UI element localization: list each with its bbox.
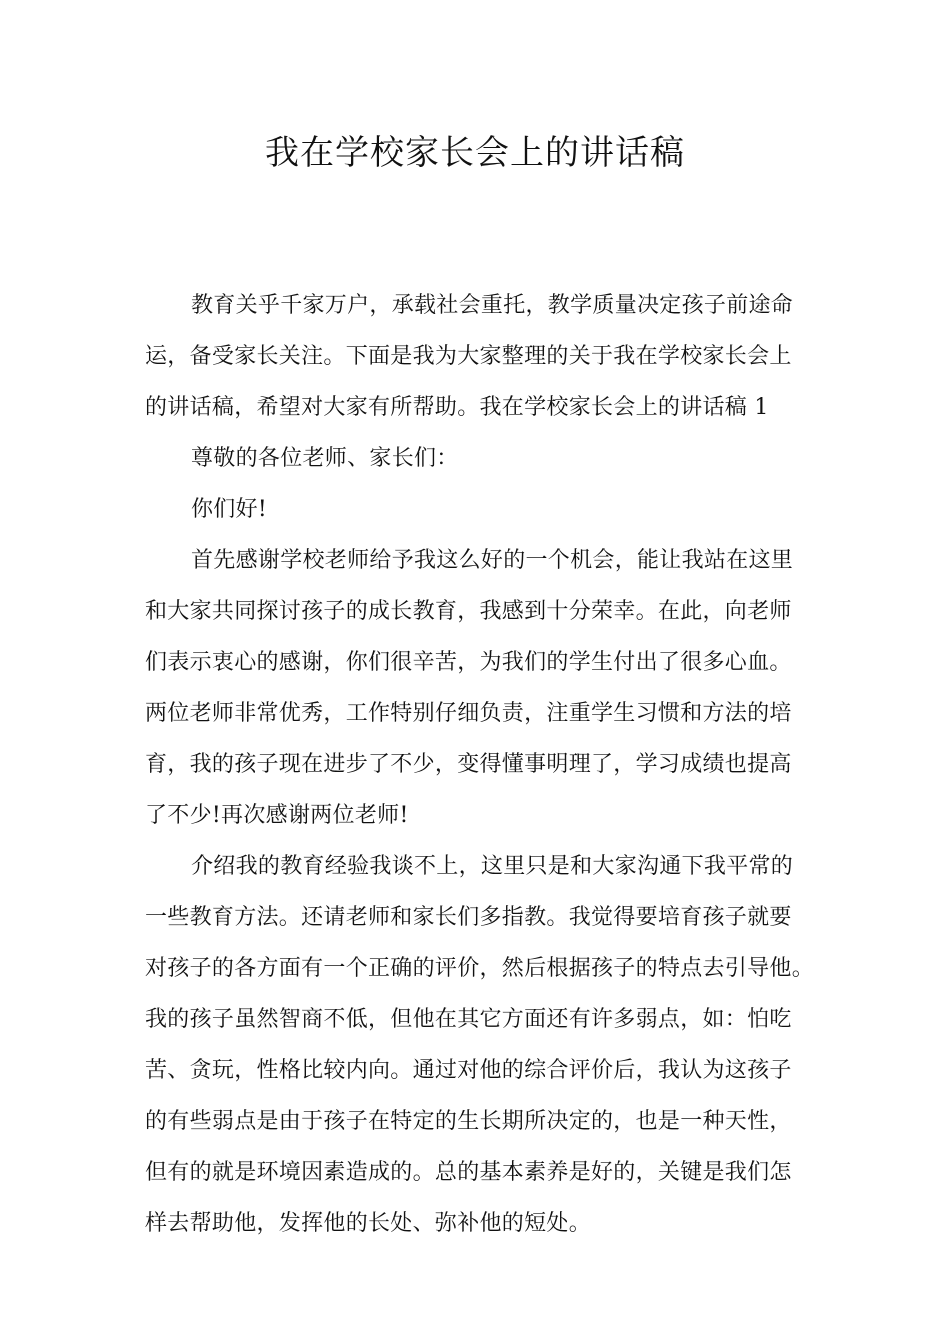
paragraph-line: 了不少!再次感谢两位老师! bbox=[145, 803, 409, 828]
paragraph-line: 样去帮助他，发挥他的长处、弥补他的短处。 bbox=[145, 1211, 592, 1236]
paragraph-line: 教育关乎千家万户，承载社会重托，教学质量决定孩子前途命 bbox=[191, 293, 794, 318]
paragraph-line: 的有些弱点是由于孩子在特定的生长期所决定的，也是一种天性， bbox=[145, 1109, 792, 1134]
paragraph-line: 苦、贪玩，性格比较内向。通过对他的综合评价后，我认为这孩子 bbox=[145, 1058, 792, 1083]
paragraph-line: 育，我的孩子现在进步了不少，变得懂事明理了，学习成绩也提高 bbox=[145, 752, 792, 777]
paragraph-line: 我的孩子虽然智商不低，但他在其它方面还有许多弱点，如：怕吃 bbox=[145, 1007, 792, 1032]
document-title: 我在学校家长会上的讲话稿 bbox=[265, 133, 685, 173]
paragraph-line: 首先感谢学校老师给予我这么好的一个机会，能让我站在这里 bbox=[191, 548, 794, 573]
paragraph-line: 和大家共同探讨孩子的成长教育，我感到十分荣幸。在此，向老师 bbox=[145, 599, 792, 624]
paragraph-line: 介绍我的教育经验我谈不上，这里只是和大家沟通下我平常的 bbox=[191, 854, 794, 879]
document-body bbox=[145, 280, 815, 1249]
greeting-line: 你们好! bbox=[191, 497, 268, 522]
paragraph-line: 对孩子的各方面有一个正确的评价，然后根据孩子的特点去引导他。 bbox=[145, 956, 815, 981]
paragraph-line: 们表示衷心的感谢，你们很辛苦，为我们的学生付出了很多心血。 bbox=[145, 650, 792, 675]
salutation-line: 尊敬的各位老师、家长们： bbox=[191, 446, 459, 471]
paragraph-line: 但有的就是环境因素造成的。总的基本素养是好的，关键是我们怎 bbox=[145, 1160, 792, 1185]
paragraph-line: 运，备受家长关注。下面是我为大家整理的关于我在学校家长会上 bbox=[145, 344, 792, 369]
paragraph-line: 的讲话稿，希望对大家有所帮助。我在学校家长会上的讲话稿 1 bbox=[145, 395, 769, 420]
paragraph-line: 两位老师非常优秀，工作特别仔细负责，注重学生习惯和方法的培 bbox=[145, 701, 792, 726]
paragraph-line: 一些教育方法。还请老师和家长们多指教。我觉得要培育孩子就要 bbox=[145, 905, 792, 930]
